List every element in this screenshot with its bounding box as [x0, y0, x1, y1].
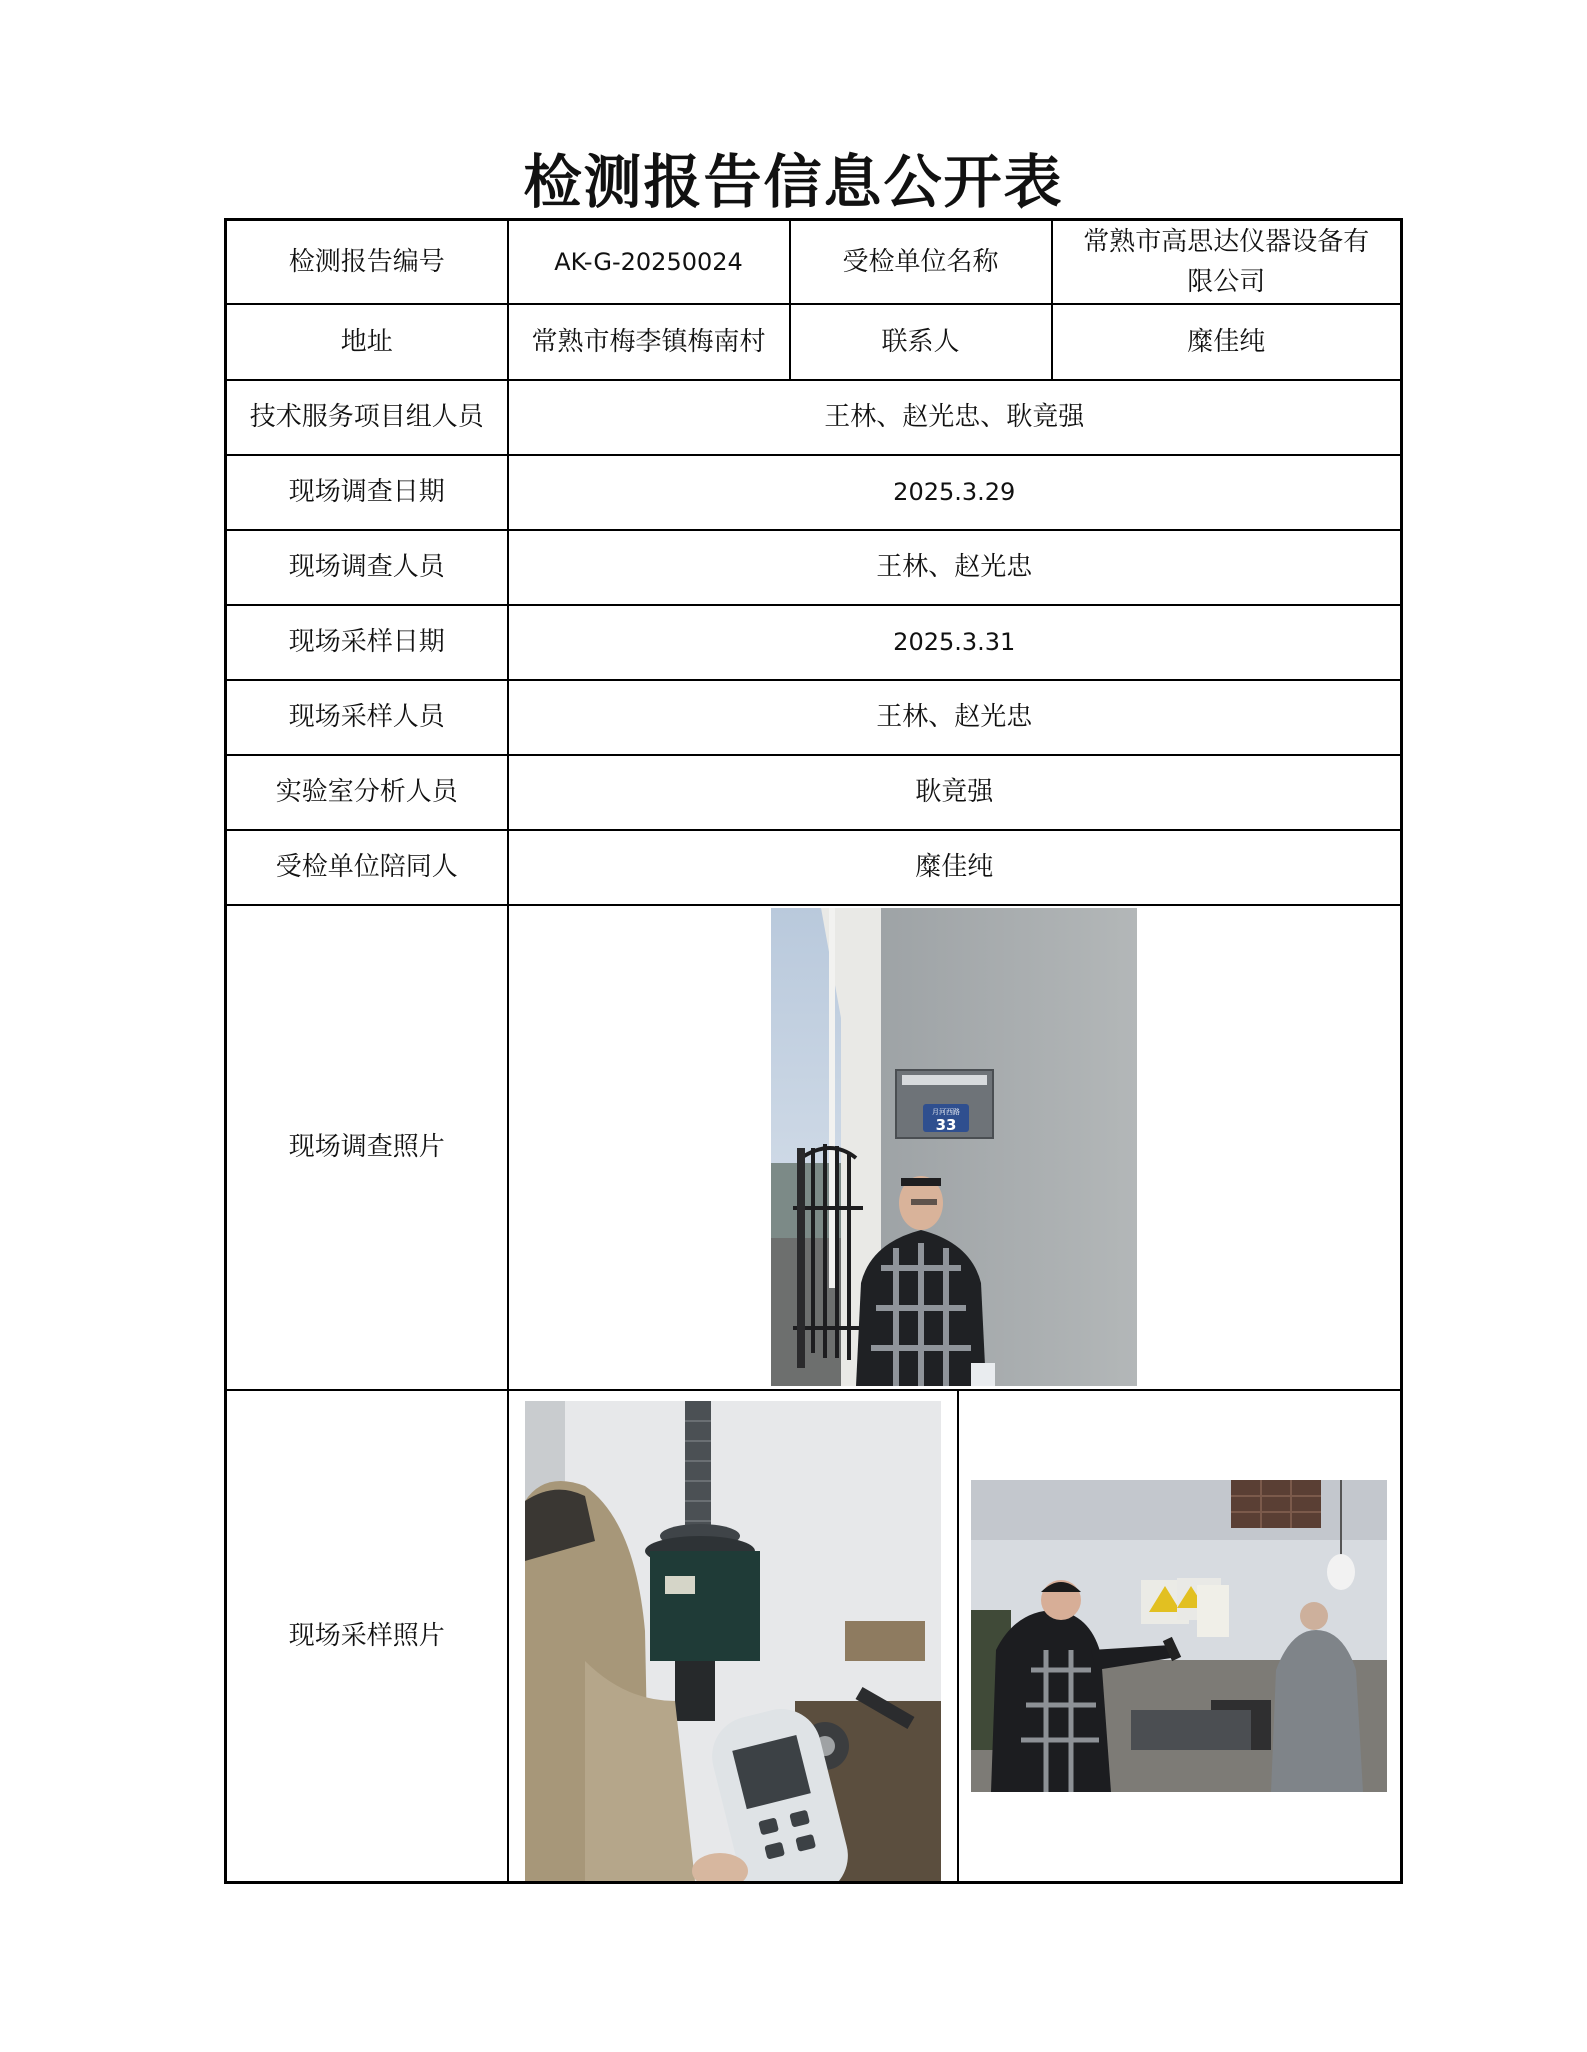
survey-date-value: 2025.3.29 — [508, 455, 1402, 530]
sampling-photo-machine — [525, 1401, 941, 1881]
lab-value: 耿竟强 — [508, 755, 1402, 830]
table-row — [226, 455, 1402, 530]
survey-photo — [771, 908, 1137, 1386]
page-title: 检测报告信息公开表 — [523, 148, 1064, 216]
survey-staff-value: 王林、赵光忠 — [508, 530, 1402, 605]
team-value: 王林、赵光忠、耿竟强 — [508, 380, 1402, 455]
table-row — [226, 1390, 1402, 1883]
contact-label: 联系人 — [790, 304, 1052, 380]
survey-photo-label: 现场调查照片 — [226, 905, 508, 1390]
sampling-photo-workshop — [971, 1480, 1387, 1792]
team-label: 技术服务项目组人员 — [226, 380, 508, 455]
sampling-photo-split — [509, 1391, 1401, 1882]
escort-label: 受检单位陪同人 — [226, 830, 508, 905]
sampling-staff-value: 王林、赵光忠 — [508, 680, 1402, 755]
sampling-photo-right-cell — [958, 1391, 1401, 1882]
table-row — [226, 530, 1402, 605]
unit-label: 受检单位名称 — [790, 220, 1052, 304]
survey-date-label: 现场调查日期 — [226, 455, 508, 530]
sampling-photo-label: 现场采样照片 — [226, 1390, 508, 1883]
survey-photo-cell — [508, 905, 1402, 1390]
door-number: 33 — [935, 1116, 957, 1134]
address-label: 地址 — [226, 304, 508, 380]
table-row — [226, 304, 1402, 380]
address-value: 常熟市梅李镇梅南村 — [508, 304, 790, 380]
door-sign-text: 月河西路 — [932, 1108, 961, 1116]
contact-value: 糜佳纯 — [1052, 304, 1402, 380]
report-table — [224, 218, 1403, 1884]
sampling-staff-label: 现场采样人员 — [226, 680, 508, 755]
sampling-date-value: 2025.3.31 — [508, 605, 1402, 680]
table-row — [226, 905, 1402, 1390]
report-no-label: 检测报告编号 — [226, 220, 508, 304]
report-no-value: AK-G-20250024 — [508, 220, 790, 304]
sampling-date-label: 现场采样日期 — [226, 605, 508, 680]
lab-label: 实验室分析人员 — [226, 755, 508, 830]
table-row — [226, 755, 1402, 830]
table-row — [226, 605, 1402, 680]
escort-value: 糜佳纯 — [508, 830, 1402, 905]
table-row — [226, 830, 1402, 905]
sampling-photo-cell — [508, 1390, 1402, 1883]
survey-staff-label: 现场调查人员 — [226, 530, 508, 605]
sampling-photo-left-cell — [509, 1391, 958, 1882]
table-row — [226, 680, 1402, 755]
table-row — [226, 220, 1402, 304]
table-row — [226, 380, 1402, 455]
unit-value: 常熟市高思达仪器设备有限公司 — [1052, 220, 1402, 304]
